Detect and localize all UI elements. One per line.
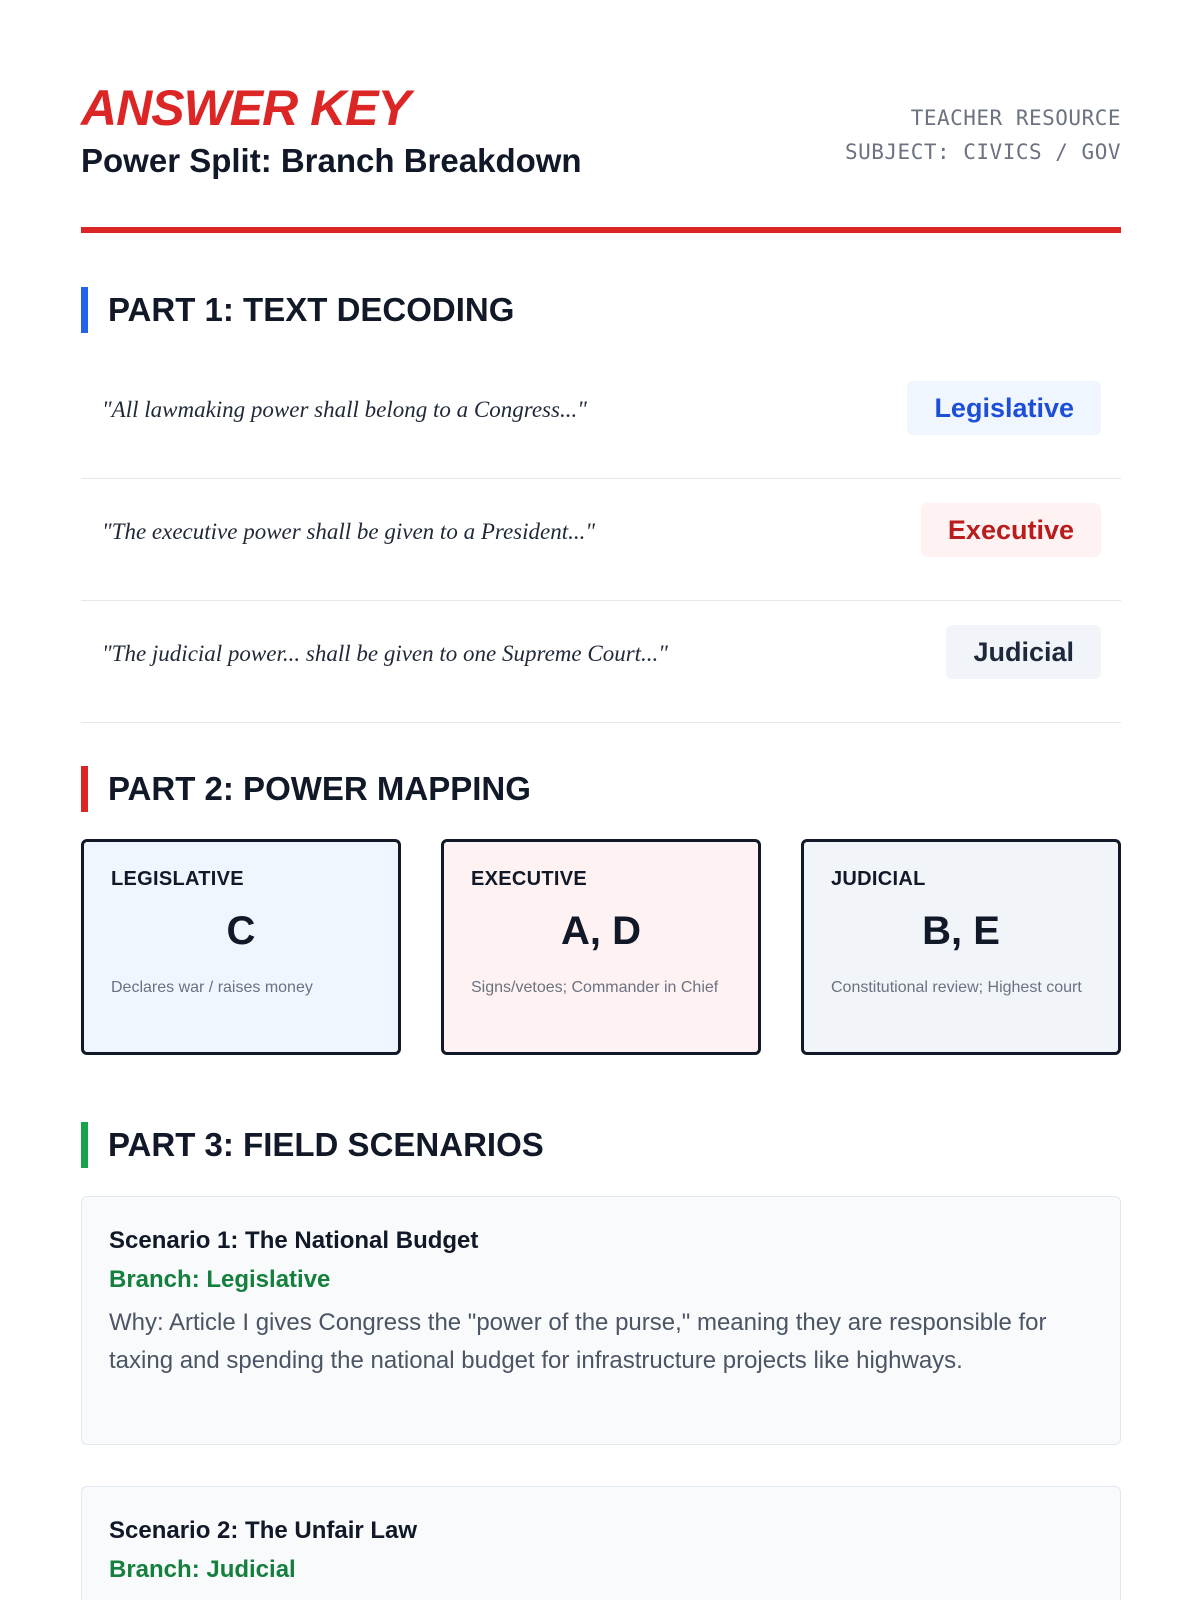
card-answer: C [226,909,256,953]
scenario-card-1 [81,1196,1121,1445]
card-label: JUDICIAL [831,868,926,890]
card-label: LEGISLATIVE [111,868,244,890]
part1-heading: PART 1: TEXT DECODING [81,287,514,333]
decode-row-judicial [81,601,1121,723]
scenario-branch: Branch: Judicial [109,1556,296,1583]
card-legislative [81,839,401,1055]
card-executive [441,839,761,1055]
answer-key-page [81,0,1121,1583]
scenario-explanation: Why: Article I gives Congress the "power of the purse," meaning they are responsible for taxing and spending the national budget for infrastructure projects like highways. [109,1309,1047,1374]
decode-quote: "The executive power shall be given to a President..." [102,519,596,544]
answer-badge-judicial: Judicial [946,625,1101,679]
decode-row-legislative [81,357,1121,479]
power-mapping-cards [81,839,1121,1055]
page-title: Power Split: Branch Breakdown [81,142,582,179]
header-meta [845,101,1121,169]
page-header [81,0,1121,236]
part3-heading: PART 3: FIELD SCENARIOS [81,1122,544,1168]
answer-badge-legislative: Legislative [907,381,1101,435]
card-description: Constitutional review; Highest court [831,979,1082,996]
meta-teacher-resource: TEACHER RESOURCE [910,106,1121,130]
card-description: Signs/vetoes; Commander in Chief [471,979,719,996]
part2-heading: PART 2: POWER MAPPING [81,766,531,812]
scenario-title: Scenario 1: The National Budget [109,1227,479,1254]
header-divider [81,227,1121,233]
scenario-branch: Branch: Legislative [109,1266,331,1293]
decode-row-executive [81,479,1121,601]
card-description: Declares war / raises money [111,979,313,996]
card-judicial [801,839,1121,1055]
decode-quote: "All lawmaking power shall belong to a Congress..." [102,397,587,422]
scenario-card-2 [81,1486,1121,1600]
card-label: EXECUTIVE [471,868,588,890]
card-answer: B, E [922,909,1000,953]
decode-quote: "The judicial power... shall be given to one Supreme Court..." [102,641,668,666]
answer-key-title: ANSWER KEY [81,80,410,136]
scenario-title: Scenario 2: The Unfair Law [109,1517,418,1544]
text-decoding-list [81,357,1121,723]
answer-badge-executive: Executive [921,503,1101,557]
meta-subject: SUBJECT: CIVICS / GOV [844,140,1121,164]
card-answer: A, D [561,909,641,953]
